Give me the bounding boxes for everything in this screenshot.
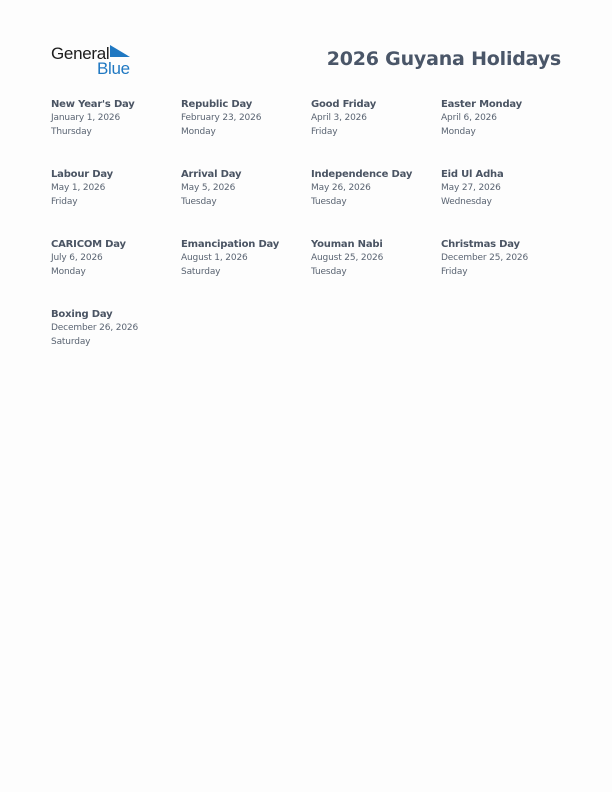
holiday-weekday: Friday xyxy=(441,266,468,277)
holiday-item xyxy=(311,238,441,308)
holiday-name: Republic Day xyxy=(181,99,253,110)
holiday-weekday: Friday xyxy=(51,196,78,207)
holiday-item xyxy=(181,168,311,238)
holiday-date: December 25, 2026 xyxy=(441,253,529,263)
holiday-date: May 5, 2026 xyxy=(181,183,236,193)
holiday-weekday: Monday xyxy=(181,126,216,137)
holiday-name: New Year's Day xyxy=(51,99,135,110)
holiday-date: July 6, 2026 xyxy=(51,253,103,263)
holiday-item xyxy=(51,98,181,168)
logo-word-general: General xyxy=(51,44,110,63)
holiday-date: August 1, 2026 xyxy=(181,253,248,263)
holiday-weekday: Thursday xyxy=(51,126,92,137)
holiday-name: CARICOM Day xyxy=(51,239,126,250)
holiday-weekday: Tuesday xyxy=(311,196,347,207)
holiday-weekday: Monday xyxy=(51,266,86,277)
holiday-name: Easter Monday xyxy=(441,99,522,110)
holiday-item xyxy=(181,98,311,168)
holiday-name: Good Friday xyxy=(311,99,377,110)
holiday-item xyxy=(51,308,181,378)
holiday-item xyxy=(181,238,311,308)
holiday-item xyxy=(441,238,571,308)
holiday-date: August 25, 2026 xyxy=(311,253,384,263)
holiday-item xyxy=(441,168,571,238)
holiday-item xyxy=(311,168,441,238)
triangle-flag-icon xyxy=(110,45,130,60)
holiday-weekday: Tuesday xyxy=(311,266,347,277)
holiday-date: April 3, 2026 xyxy=(311,113,367,123)
holiday-item xyxy=(311,98,441,168)
holiday-item xyxy=(441,98,571,168)
holiday-name: Emancipation Day xyxy=(181,239,280,250)
holiday-item xyxy=(51,238,181,308)
holiday-weekday: Saturday xyxy=(51,336,91,347)
holiday-date: February 23, 2026 xyxy=(181,113,262,123)
generalblue-logo xyxy=(50,43,134,79)
holiday-date: May 1, 2026 xyxy=(51,183,106,193)
holiday-item xyxy=(51,168,181,238)
holiday-weekday: Wednesday xyxy=(441,196,492,207)
holiday-date: May 27, 2026 xyxy=(441,183,501,193)
holiday-weekday: Monday xyxy=(441,126,476,137)
holiday-name: Youman Nabi xyxy=(311,239,383,250)
logo-word-blue: Blue xyxy=(97,59,130,78)
holiday-date: January 1, 2026 xyxy=(51,113,121,123)
holiday-grid xyxy=(51,98,571,378)
holiday-name: Labour Day xyxy=(51,169,113,180)
page-title: 2026 Guyana Holidays xyxy=(326,48,561,70)
holiday-date: April 6, 2026 xyxy=(441,113,497,123)
holiday-name: Eid Ul Adha xyxy=(441,169,504,180)
holiday-name: Independence Day xyxy=(311,169,413,180)
holiday-date: December 26, 2026 xyxy=(51,323,139,333)
holiday-name: Arrival Day xyxy=(181,169,242,180)
holiday-weekday: Saturday xyxy=(181,266,221,277)
holiday-name: Boxing Day xyxy=(51,309,113,320)
holiday-name: Christmas Day xyxy=(441,239,520,250)
holiday-weekday: Tuesday xyxy=(181,196,217,207)
holiday-date: May 26, 2026 xyxy=(311,183,371,193)
holiday-weekday: Friday xyxy=(311,126,338,137)
